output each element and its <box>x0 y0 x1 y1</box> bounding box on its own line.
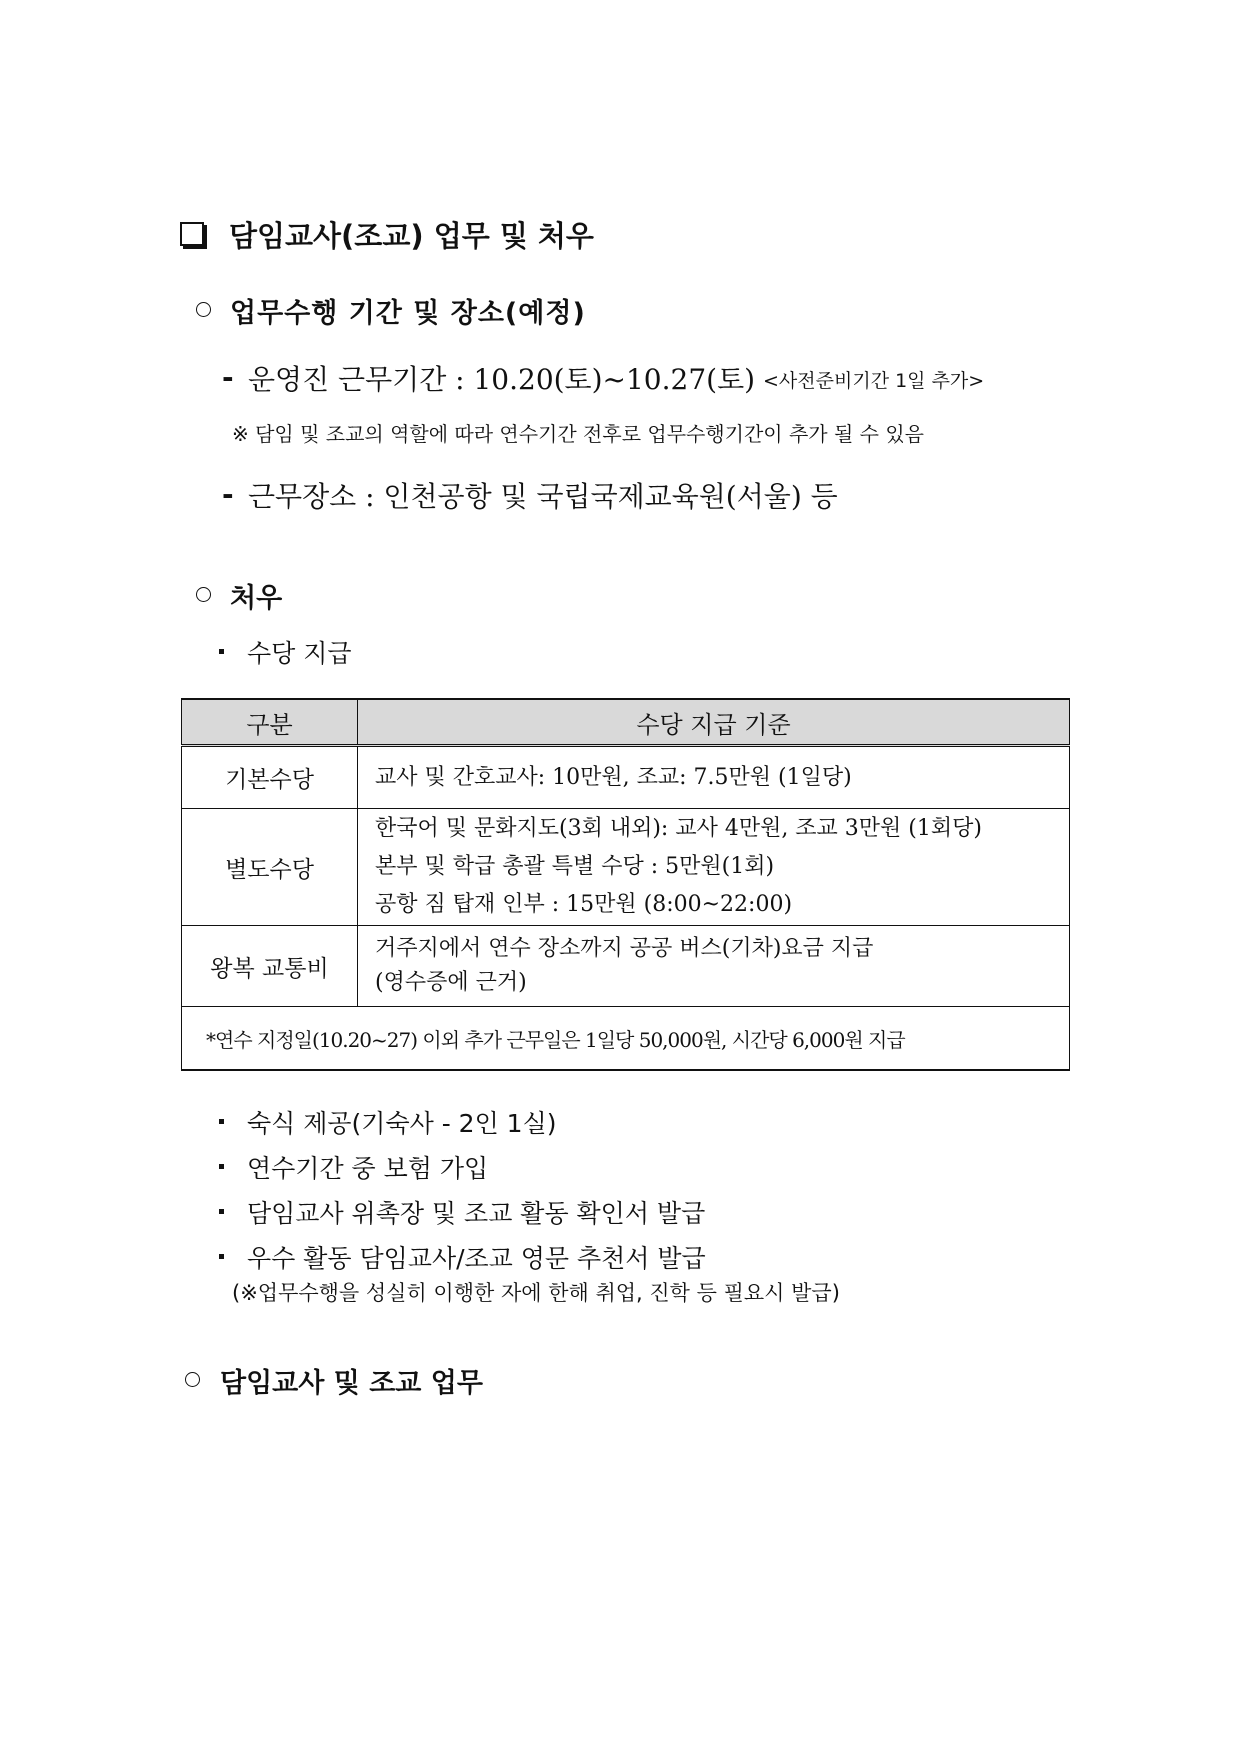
criteria-line: (영수증에 근거) <box>375 970 527 995</box>
square-bullet-icon <box>219 1209 224 1214</box>
square-bullet-icon <box>219 1254 224 1259</box>
role-note: ※ 담임 및 조교의 역할에 따라 연수기간 전후로 업무수행기간이 추가 될 수 있음 <box>232 422 924 446</box>
square-bullet-icon <box>219 649 224 654</box>
criteria-line: 교사 및 간호교사: 10만원, 조교: 7.5만원 (1일당) <box>375 764 852 790</box>
square-bullet-icon <box>219 1119 224 1124</box>
criteria-line: 한국어 및 문화지도(3회 내외): 교사 4만원, 조교 3만원 (1회당) <box>375 816 982 841</box>
criteria-line: 공항 짐 탑재 인부 : 15만원 (8:00~22:00) <box>375 892 793 917</box>
dash-marker: - <box>222 478 234 511</box>
recommendation-note: (※업무수행을 성실히 이행한 자에 한해 취업, 진학 등 필요시 발급) <box>232 1281 840 1305</box>
dash-marker: - <box>222 361 234 394</box>
period-heading: 업무수행 기간 및 장소(예정) <box>230 298 586 329</box>
benefits-heading: 처우 <box>230 583 283 614</box>
table-row <box>182 926 1070 1007</box>
prep-note: <사전준비기간 1일 추가> <box>763 370 985 392</box>
circle-bullet-icon <box>185 1372 200 1387</box>
category-cell: 기본수당 <box>182 746 358 809</box>
checkbox-icon <box>180 222 204 246</box>
list-item: 우수 활동 담임교사/조교 영문 추천서 발급 <box>247 1244 706 1273</box>
section-title: 담임교사(조교) 업무 및 처우 <box>229 219 594 253</box>
allowance-table <box>181 698 1070 1071</box>
circle-bullet-icon <box>196 302 211 317</box>
list-item: 숙식 제공(기숙사 - 2인 1실) <box>247 1109 557 1138</box>
criteria-cell <box>358 809 1070 926</box>
circle-bullet-icon <box>196 587 211 602</box>
work-location: 근무장소 : 인천공항 및 국립국제교육원(서울) 등 <box>248 480 838 513</box>
table-header-row <box>182 699 1070 746</box>
list-item: 연수기간 중 보험 가입 <box>247 1154 489 1183</box>
duties-heading: 담임교사 및 조교 업무 <box>220 1368 483 1399</box>
list-item: 담임교사 위촉장 및 조교 활동 확인서 발급 <box>247 1199 706 1228</box>
header-criteria: 수당 지급 기준 <box>358 699 1070 746</box>
square-bullet-icon <box>219 1164 224 1169</box>
category-cell: 별도수당 <box>182 809 358 926</box>
allowance-label: 수당 지급 <box>247 639 352 668</box>
criteria-line: 본부 및 학급 총괄 특별 수당 : 5만원(1회) <box>375 854 775 879</box>
staff-period: 운영진 근무기간 : 10.20(토)~10.27(토) <box>248 363 756 396</box>
criteria-cell <box>358 746 1070 809</box>
category-cell: 왕복 교통비 <box>182 926 358 1007</box>
table-row <box>182 809 1070 926</box>
table-row <box>182 746 1070 809</box>
table-row <box>182 1007 1070 1071</box>
criteria-line: 거주지에서 연수 장소까지 공공 버스(기차)요금 지급 <box>375 936 874 961</box>
table-footnote: *연수 지정일(10.20~27) 이외 추가 근무일은 1일당 50,000원, 시간당 6,000원 지급 <box>182 1007 1070 1071</box>
header-category: 구분 <box>182 699 358 746</box>
criteria-cell <box>358 926 1070 1007</box>
